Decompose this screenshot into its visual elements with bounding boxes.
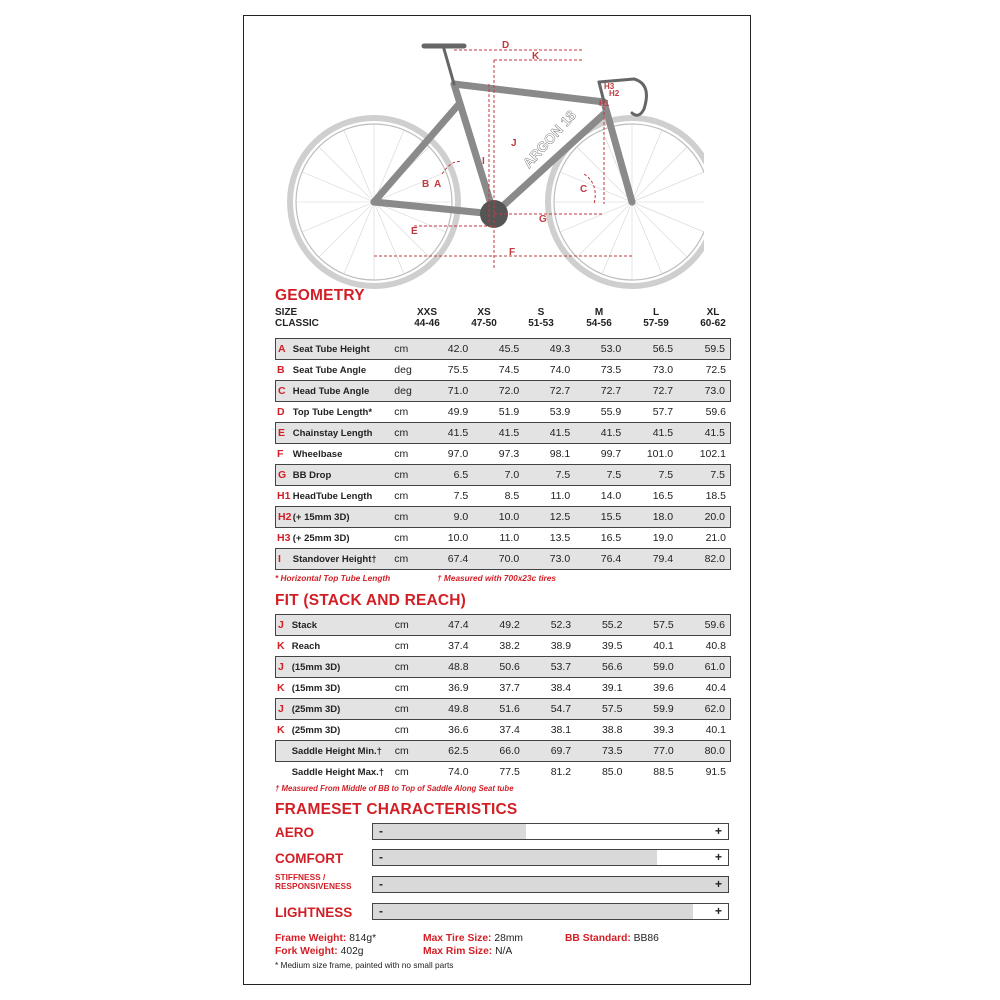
row-unit: cm xyxy=(394,682,409,694)
row-value: 6.5 xyxy=(422,464,473,486)
row-value: 73.0 xyxy=(652,364,674,376)
svg-text:H2: H2 xyxy=(609,89,620,98)
row-unit: deg xyxy=(394,380,422,402)
row-name: (+ 15mm 3D) xyxy=(293,506,395,528)
classic-m: 54-56 xyxy=(586,318,612,329)
table-row xyxy=(275,656,731,678)
comfort-bar xyxy=(372,849,729,866)
row-value: 59.9 xyxy=(627,698,678,720)
row-letter: H2 xyxy=(275,506,293,528)
table-row xyxy=(275,338,731,360)
row-value: 37.7 xyxy=(499,682,520,694)
row-value: 57.5 xyxy=(627,614,678,636)
row-value: 39.5 xyxy=(601,640,623,652)
table-row xyxy=(275,678,731,698)
table-row xyxy=(275,360,731,380)
table-row xyxy=(275,486,731,506)
row-name: HeadTube Length xyxy=(292,490,373,502)
row-value: 41.5 xyxy=(626,422,678,444)
lightness-bar-plus: + xyxy=(714,904,722,918)
svg-text:K: K xyxy=(532,51,540,62)
row-letter: B xyxy=(277,364,285,376)
row-value: 18.0 xyxy=(626,506,678,528)
stiffness-bar-plus: + xyxy=(714,877,722,891)
geometry-sheet xyxy=(243,15,751,985)
row-value: 71.0 xyxy=(422,380,473,402)
row-unit: cm xyxy=(394,422,422,444)
row-name: Chainstay Length xyxy=(293,422,395,444)
fork-weight xyxy=(275,946,364,957)
row-value: 74.0 xyxy=(448,766,469,778)
row-value: 41.5 xyxy=(524,422,575,444)
row-letter: H1 xyxy=(277,490,291,502)
row-value: 7.5 xyxy=(626,464,678,486)
svg-text:A: A xyxy=(434,179,442,190)
row-unit: cm xyxy=(394,506,422,528)
classic-label: CLASSIC xyxy=(275,318,319,329)
row-value: 70.0 xyxy=(473,548,524,570)
row-unit: deg xyxy=(394,364,412,376)
geometry-title: GEOMETRY xyxy=(275,287,365,304)
table-row xyxy=(275,548,731,570)
table-row xyxy=(275,380,731,402)
row-value: 21.0 xyxy=(705,532,726,544)
row-value: 88.5 xyxy=(653,766,674,778)
row-letter xyxy=(275,762,292,782)
row-value: 56.5 xyxy=(626,338,678,360)
size-xxs: XXS xyxy=(416,307,437,318)
row-unit: cm xyxy=(395,656,423,678)
table-row xyxy=(275,720,731,740)
row-value: 55.9 xyxy=(600,406,622,418)
row-unit: cm xyxy=(394,766,409,778)
row-name: BB Drop xyxy=(293,464,395,486)
row-value: 36.6 xyxy=(448,724,469,736)
max-rim-size xyxy=(423,946,512,957)
row-value: 41.5 xyxy=(422,422,473,444)
row-value: 73.0 xyxy=(678,380,731,402)
comfort-bar-minus: - xyxy=(379,850,383,864)
row-value: 97.0 xyxy=(447,448,469,460)
row-value: 9.0 xyxy=(422,506,473,528)
row-unit: cm xyxy=(394,532,409,544)
row-value: 79.4 xyxy=(626,548,678,570)
row-value: 50.6 xyxy=(474,656,525,678)
row-letter: K xyxy=(277,682,285,694)
fit-table xyxy=(275,614,731,782)
row-value: 53.0 xyxy=(575,338,626,360)
row-value: 49.2 xyxy=(474,614,525,636)
row-value: 41.5 xyxy=(575,422,626,444)
max-rim-value: N/A xyxy=(495,946,513,957)
svg-text:E: E xyxy=(411,226,418,237)
row-value: 37.4 xyxy=(448,640,469,652)
table-row xyxy=(275,740,731,762)
table-row xyxy=(275,506,731,528)
row-value: 42.0 xyxy=(422,338,473,360)
row-value: 101.0 xyxy=(646,448,674,460)
max-tire-size xyxy=(423,933,523,944)
row-name: Saddle Height Max.† xyxy=(291,766,385,778)
bb-standard-label: BB Standard: xyxy=(565,933,631,944)
fork-weight-label: Fork Weight: xyxy=(275,946,338,957)
svg-text:H1: H1 xyxy=(599,99,610,108)
size-l: L xyxy=(652,307,660,318)
row-letter xyxy=(275,740,292,762)
row-value: 73.5 xyxy=(600,364,622,376)
row-value: 7.5 xyxy=(678,464,731,486)
row-value: 48.8 xyxy=(422,656,473,678)
row-letter: J xyxy=(275,698,292,720)
row-value: 74.5 xyxy=(498,364,520,376)
row-value: 53.9 xyxy=(549,406,571,418)
row-value: 73.0 xyxy=(524,548,575,570)
aero-bar xyxy=(372,823,729,840)
max-rim-label: Max Rim Size: xyxy=(423,946,493,957)
row-letter: F xyxy=(277,448,284,460)
row-name: Saddle Height Min.† xyxy=(292,740,395,762)
aero-bar-plus: + xyxy=(714,824,722,838)
row-unit: cm xyxy=(394,464,422,486)
row-letter: K xyxy=(277,724,285,736)
row-value: 81.2 xyxy=(550,766,572,778)
row-value: 72.0 xyxy=(473,380,524,402)
row-value: 55.2 xyxy=(576,614,627,636)
row-value: 59.0 xyxy=(627,656,678,678)
row-letter: J xyxy=(275,614,292,636)
row-value: 62.5 xyxy=(422,740,473,762)
row-value: 41.5 xyxy=(678,422,731,444)
frame-weight-label: Frame Weight: xyxy=(275,933,347,944)
svg-text:H3: H3 xyxy=(604,82,615,91)
row-value: 99.7 xyxy=(600,448,622,460)
row-name: Seat Tube Height xyxy=(293,338,395,360)
size-label: SIZE xyxy=(275,307,298,318)
table-row xyxy=(275,464,731,486)
row-value: 45.5 xyxy=(473,338,524,360)
row-unit: cm xyxy=(395,614,423,636)
table-row xyxy=(275,444,731,464)
row-value: 39.6 xyxy=(653,682,674,694)
table-row xyxy=(275,528,731,548)
row-name: Stack xyxy=(292,614,395,636)
table-row xyxy=(275,422,731,444)
row-value: 38.9 xyxy=(550,640,572,652)
row-value: 74.0 xyxy=(549,364,571,376)
row-value: 11.0 xyxy=(499,532,520,544)
row-letter: G xyxy=(275,464,293,486)
row-letter: K xyxy=(277,640,285,652)
row-value: 52.3 xyxy=(525,614,576,636)
row-name: Wheelbase xyxy=(292,448,343,460)
row-value: 20.0 xyxy=(678,506,731,528)
frame-weight xyxy=(275,933,376,944)
row-value: 41.5 xyxy=(473,422,524,444)
row-letter: C xyxy=(275,380,293,402)
stiffness-bar xyxy=(372,876,729,893)
classic-l: 57-59 xyxy=(643,318,669,329)
row-value: 40.1 xyxy=(653,640,674,652)
row-name: (25mm 3D) xyxy=(292,698,395,720)
aero-bar-fill xyxy=(373,824,526,839)
classic-xxs: 44-46 xyxy=(414,318,440,329)
geometry-note-standover: † Measured with 700x23c tires xyxy=(437,573,556,583)
row-value: 18.5 xyxy=(705,490,726,502)
svg-text:G: G xyxy=(539,214,547,225)
row-value: 72.7 xyxy=(575,380,626,402)
row-name: Head Tube Angle xyxy=(293,380,395,402)
geometry-note-top-tube: * Horizontal Top Tube Length xyxy=(275,573,391,583)
row-value: 51.9 xyxy=(498,406,520,418)
row-value: 11.0 xyxy=(550,490,571,502)
row-unit: cm xyxy=(394,548,422,570)
row-unit: cm xyxy=(395,740,423,762)
row-value: 19.0 xyxy=(652,532,674,544)
frame-weight-value: 814g* xyxy=(349,933,377,944)
row-value: 97.3 xyxy=(498,448,520,460)
max-tire-label: Max Tire Size: xyxy=(423,933,492,944)
frame-brand-text: ARGON 18 xyxy=(519,107,580,172)
row-value: 98.1 xyxy=(549,448,571,460)
bb-standard-value: BB86 xyxy=(633,933,659,944)
row-name: (15mm 3D) xyxy=(291,682,341,694)
row-value: 57.5 xyxy=(576,698,627,720)
row-unit: cm xyxy=(395,698,423,720)
row-value: 38.4 xyxy=(550,682,572,694)
row-unit: cm xyxy=(394,490,409,502)
row-name: Reach xyxy=(291,640,321,652)
row-value: 77.0 xyxy=(627,740,678,762)
geometry-table xyxy=(275,338,731,570)
row-value: 49.9 xyxy=(447,406,469,418)
comfort-bar-plus: + xyxy=(714,850,722,864)
row-letter: D xyxy=(277,406,285,418)
row-value: 38.1 xyxy=(550,724,572,736)
row-value: 49.8 xyxy=(422,698,473,720)
lightness-bar-minus: - xyxy=(379,904,383,918)
row-unit: cm xyxy=(394,406,409,418)
comfort-label: COMFORT xyxy=(275,851,344,866)
size-m: M xyxy=(594,307,604,318)
row-value: 73.5 xyxy=(576,740,627,762)
bike-geometry-diagram xyxy=(284,24,704,299)
row-value: 76.4 xyxy=(575,548,626,570)
row-value: 67.4 xyxy=(422,548,473,570)
aero-bar-minus: - xyxy=(379,824,383,838)
svg-text:F: F xyxy=(509,247,516,258)
row-value: 38.8 xyxy=(601,724,623,736)
stiffness-bar-minus: - xyxy=(379,877,383,891)
frameset-title: FRAMESET CHARACTERISTICS xyxy=(275,801,518,818)
row-name: Standover Height† xyxy=(293,548,395,570)
row-letter: E xyxy=(275,422,293,444)
size-s: S xyxy=(537,307,545,318)
row-value: 38.2 xyxy=(499,640,520,652)
aero-label: AERO xyxy=(275,825,315,840)
row-value: 75.5 xyxy=(447,364,469,376)
row-value: 12.5 xyxy=(524,506,575,528)
bike-frame xyxy=(374,84,632,214)
fit-note: † Measured From Middle of BB to Top of Saddle Along Seat tube xyxy=(275,784,514,793)
row-letter: I xyxy=(275,548,293,570)
bb-standard xyxy=(565,933,659,944)
row-name: (15mm 3D) xyxy=(292,656,395,678)
row-value: 53.7 xyxy=(525,656,576,678)
row-value: 7.5 xyxy=(524,464,575,486)
row-value: 7.5 xyxy=(453,490,469,502)
fit-title: FIT (STACK AND REACH) xyxy=(275,592,467,609)
classic-xs: 47-50 xyxy=(471,318,497,329)
lightness-bar xyxy=(372,903,729,920)
row-value: 49.3 xyxy=(524,338,575,360)
row-value: 57.7 xyxy=(652,406,674,418)
row-value: 7.0 xyxy=(473,464,524,486)
row-value: 56.6 xyxy=(576,656,627,678)
row-value: 15.5 xyxy=(575,506,626,528)
row-value: 10.0 xyxy=(447,532,469,544)
row-unit: cm xyxy=(394,338,422,360)
size-xl: XL xyxy=(706,307,720,318)
row-value: 59.6 xyxy=(705,406,726,418)
stiffness-bar-fill xyxy=(373,877,728,892)
svg-text:C: C xyxy=(580,184,588,195)
row-name: Top Tube Length* xyxy=(292,406,373,418)
row-value: 91.5 xyxy=(705,766,726,778)
size-xs: XS xyxy=(477,307,491,318)
row-name: (25mm 3D) xyxy=(291,724,341,736)
row-value: 7.5 xyxy=(575,464,626,486)
table-row xyxy=(275,698,731,720)
fork-weight-value: 402g xyxy=(340,946,364,957)
row-value: 40.8 xyxy=(705,640,726,652)
row-value: 16.5 xyxy=(600,532,622,544)
row-name: (+ 25mm 3D) xyxy=(292,532,350,544)
row-value: 51.6 xyxy=(474,698,525,720)
row-value: 40.4 xyxy=(705,682,726,694)
table-row xyxy=(275,636,731,656)
table-row xyxy=(275,762,731,782)
max-tire-value: 28mm xyxy=(494,933,523,944)
lightness-label: LIGHTNESS xyxy=(275,905,353,920)
row-unit: cm xyxy=(394,724,409,736)
row-value: 13.5 xyxy=(549,532,571,544)
row-name: Seat Tube Angle xyxy=(292,364,367,376)
row-value: 62.0 xyxy=(679,698,731,720)
row-value: 14.0 xyxy=(600,490,622,502)
comfort-bar-fill xyxy=(373,850,657,865)
classic-s: 51-53 xyxy=(528,318,554,329)
row-value: 59.6 xyxy=(679,614,731,636)
table-row xyxy=(275,402,731,422)
row-value: 72.7 xyxy=(524,380,575,402)
classic-xl: 60-62 xyxy=(700,318,726,329)
row-value: 85.0 xyxy=(601,766,623,778)
row-value: 54.7 xyxy=(525,698,576,720)
svg-text:D: D xyxy=(502,40,510,51)
row-value: 8.5 xyxy=(504,490,520,502)
row-value: 10.0 xyxy=(473,506,524,528)
svg-text:J: J xyxy=(511,138,517,149)
row-value: 36.9 xyxy=(448,682,469,694)
svg-text:B: B xyxy=(422,179,430,190)
footnote: * Medium size frame, painted with no small parts xyxy=(275,960,454,970)
row-value: 39.1 xyxy=(601,682,623,694)
lightness-bar-fill xyxy=(373,904,693,919)
row-value: 66.0 xyxy=(474,740,525,762)
row-value: 80.0 xyxy=(679,740,731,762)
row-letter: J xyxy=(275,656,292,678)
row-value: 69.7 xyxy=(525,740,576,762)
stiffness-label: STIFFNESS / RESPONSIVENESS xyxy=(275,872,352,891)
row-value: 72.7 xyxy=(626,380,678,402)
row-value: 61.0 xyxy=(679,656,731,678)
row-value: 72.5 xyxy=(705,364,726,376)
row-value: 40.1 xyxy=(705,724,726,736)
row-letter: H3 xyxy=(277,532,291,544)
row-value: 37.4 xyxy=(499,724,520,736)
row-value: 16.5 xyxy=(652,490,674,502)
row-value: 82.0 xyxy=(678,548,731,570)
row-unit: cm xyxy=(394,640,409,652)
row-value: 47.4 xyxy=(422,614,473,636)
row-letter: A xyxy=(275,338,293,360)
row-value: 77.5 xyxy=(499,766,520,778)
row-value: 102.1 xyxy=(699,448,726,460)
table-row xyxy=(275,614,731,636)
row-value: 59.5 xyxy=(678,338,731,360)
row-unit: cm xyxy=(394,448,409,460)
row-value: 39.3 xyxy=(653,724,674,736)
svg-text:I: I xyxy=(482,156,485,167)
